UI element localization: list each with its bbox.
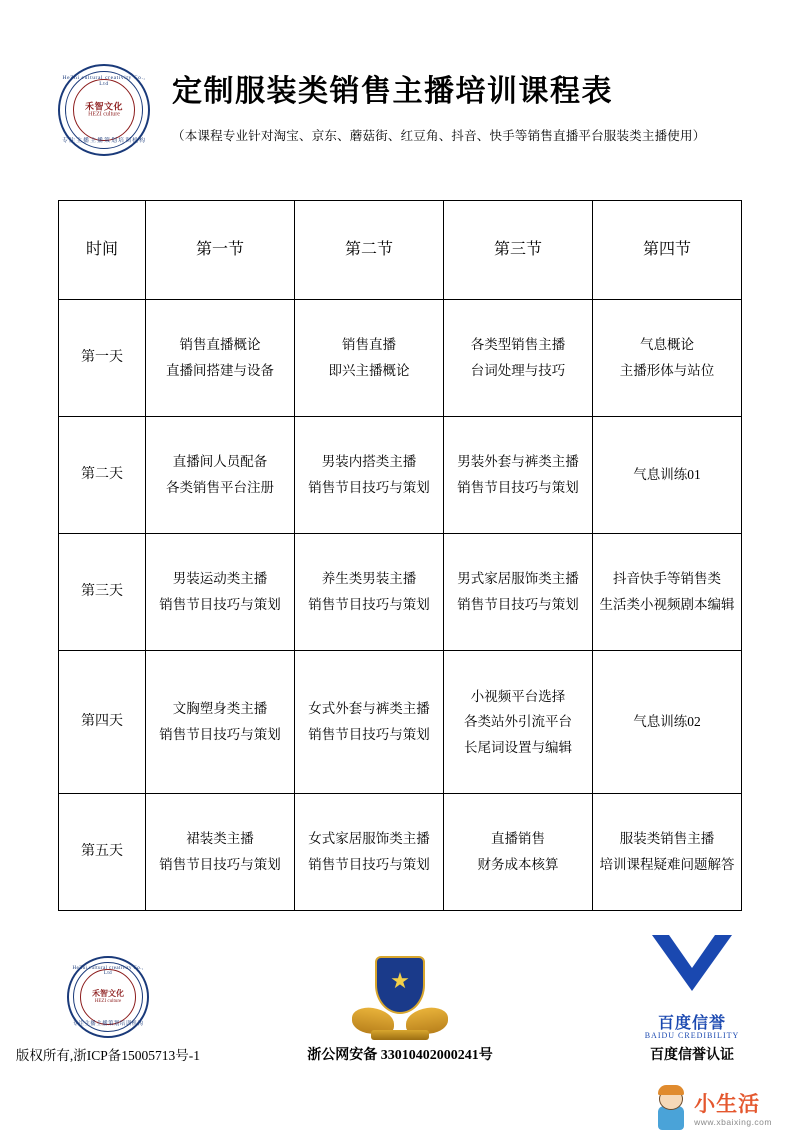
cell-line: 即兴主播概论 — [328, 363, 410, 378]
table-header-row — [59, 201, 742, 300]
site-watermark — [654, 1088, 772, 1132]
watermark-url: www.xbaixing.com — [694, 1116, 772, 1127]
cell-day1-period1 — [146, 300, 295, 417]
cell-day2-period1 — [146, 417, 295, 534]
cell-day3-period1 — [146, 534, 295, 651]
document-footer — [0, 934, 800, 1064]
cell-line: 服装类销售主播 — [619, 831, 715, 847]
row-label-day-3: 第三天 — [59, 534, 146, 651]
table-row — [59, 651, 742, 794]
cell-line: 女式家居服饰类主播 — [308, 831, 430, 847]
cell-day4-period4 — [593, 651, 742, 794]
table-body — [59, 300, 742, 911]
cell-line: 主播形体与站位 — [619, 363, 715, 378]
v-inner — [669, 935, 715, 968]
seal-center-text — [69, 990, 147, 1004]
cell-line: 养生类男装主播 — [321, 571, 417, 587]
column-header-period-2: 第二节 — [295, 201, 444, 300]
column-header-period-1: 第一节 — [146, 201, 295, 300]
seal-arc-bottom-text: 专注主播主播策划培训机构 — [72, 1021, 144, 1027]
footer-badge-icp — [3, 954, 213, 1064]
cell-day2-period2 — [295, 417, 444, 534]
logo-name-cn: 禾智文化 — [84, 101, 123, 112]
cell-day5-period2 — [295, 794, 444, 911]
watermark-mascot-icon — [654, 1088, 688, 1132]
footer-badge-police[interactable] — [295, 954, 505, 1064]
cell-line: 气息训练01 — [633, 467, 701, 483]
cell-line: 气息概论 — [640, 337, 694, 353]
watermark-text — [694, 1091, 772, 1127]
cell-line: 销售节目技巧与策划 — [457, 597, 579, 612]
table-head — [59, 201, 742, 300]
document-header — [0, 0, 800, 156]
cell-line: 销售节目技巧与策划 — [308, 857, 430, 872]
cell-line: 小视频平台选择 — [470, 688, 566, 704]
cell-line: 销售节目技巧与策划 — [159, 857, 281, 872]
cell-day1-period3 — [444, 300, 593, 417]
cell-line: 抖音快手等销售类 — [613, 571, 721, 587]
police-record-text: 浙公网安备 33010402000241号 — [307, 1048, 493, 1063]
page-subtitle: （本课程专业针对淘宝、京东、蘑菇街、红豆角、抖音、快手等销售直播平台服装类主播使用） — [172, 129, 706, 143]
cell-line: 销售直播 — [342, 337, 396, 353]
cell-day5-period3 — [444, 794, 593, 911]
row-label-day-2: 第二天 — [59, 417, 146, 534]
schedule-table — [58, 200, 742, 911]
cell-day3-period3 — [444, 534, 593, 651]
cell-line: 台词处理与技巧 — [470, 363, 566, 378]
cell-day2-period4 — [593, 417, 742, 534]
page-title: 定制服装类销售主播培训课程表 — [172, 74, 613, 109]
watermark-name-cn: 小生活 — [694, 1091, 761, 1116]
cell-line: 销售节目技巧与策划 — [308, 597, 430, 612]
cell-day4-period3 — [444, 651, 593, 794]
cell-line: 男式家居服饰类主播 — [457, 571, 579, 587]
table-row — [59, 300, 742, 417]
schedule-table-wrap — [58, 200, 742, 911]
logo-name-en: HEZI culture — [88, 111, 120, 118]
cell-line: 裙装类主播 — [186, 831, 254, 847]
baidu-credibility-icon — [587, 923, 797, 1009]
row-label-day-4: 第四天 — [59, 651, 146, 794]
title-block — [172, 62, 705, 144]
cell-line: 气息训练02 — [633, 714, 701, 730]
cell-line: 各类站外引流平台 — [464, 714, 572, 730]
police-emblem-icon — [295, 954, 505, 1040]
cell-line: 直播销售 — [491, 831, 545, 847]
footer-badge-baidu[interactable] — [587, 923, 797, 1064]
police-emblem-shape — [352, 954, 448, 1040]
column-header-period-3: 第三节 — [444, 201, 593, 300]
table-row — [59, 417, 742, 534]
column-header-period-4: 第四节 — [593, 201, 742, 300]
cell-line: 财务成本核算 — [477, 857, 559, 872]
emblem-shield — [375, 956, 425, 1014]
baidu-credibility-text: 百度信誉认证 — [650, 1048, 734, 1063]
column-header-time: 时间 — [59, 201, 146, 300]
cell-line: 销售节目技巧与策划 — [159, 597, 281, 612]
cell-line: 长尾词设置与编辑 — [464, 739, 572, 755]
cell-line: 男装内搭类主播 — [321, 454, 417, 470]
cell-line: 直播间人员配备 — [172, 454, 268, 470]
cell-line: 文胸塑身类主播 — [172, 701, 268, 717]
cell-day3-period2 — [295, 534, 444, 651]
table-row — [59, 794, 742, 911]
cell-line: 各类型销售主播 — [470, 337, 566, 353]
cell-line: 销售直播概论 — [179, 337, 261, 353]
cell-day1-period2 — [295, 300, 444, 417]
mascot-hat — [658, 1085, 684, 1095]
emblem-star-icon: ★ — [390, 968, 410, 993]
row-label-day-5: 第五天 — [59, 794, 146, 911]
baidu-title-cn: 百度信誉 — [657, 1015, 726, 1032]
cell-day5-period4 — [593, 794, 742, 911]
cell-line: 男装运动类主播 — [172, 571, 268, 587]
logo-center-text — [60, 101, 148, 118]
cell-line: 生活类小视频剧本编辑 — [599, 597, 735, 612]
cell-line: 销售节目技巧与策划 — [159, 727, 281, 742]
cell-line: 女式外套与裤类主播 — [308, 701, 430, 717]
seal-shape — [67, 956, 149, 1038]
emblem-base — [371, 1030, 429, 1040]
footer-badges — [0, 934, 800, 1064]
cell-line: 各类销售平台注册 — [166, 480, 274, 495]
cell-day1-period4 — [593, 300, 742, 417]
cell-day4-period1 — [146, 651, 295, 794]
company-logo-icon — [58, 64, 150, 156]
icp-license-text: 版权所有,浙ICP备15005713号-1 — [15, 1048, 201, 1063]
cell-line: 销售节目技巧与策划 — [308, 727, 430, 742]
cell-line: 男装外套与裤类主播 — [457, 454, 579, 470]
cell-day4-period2 — [295, 651, 444, 794]
cell-line: 直播间搭建与设备 — [166, 363, 274, 378]
table-row — [59, 534, 742, 651]
cell-line: 销售节目技巧与策划 — [308, 480, 430, 495]
logo-arc-bottom-text: 专注主播主播策划培训机构 — [61, 138, 146, 144]
v-mark-shape — [646, 935, 738, 997]
seal-arc-top-text: HeZhi cultural creativity Co., Ltd — [72, 966, 144, 976]
logo-arc-top-text: HeZhi cultural creativity Co., Ltd — [62, 75, 146, 87]
cell-day3-period4 — [593, 534, 742, 651]
cell-day2-period3 — [444, 417, 593, 534]
seal-name-en: HEZI culture — [94, 998, 122, 1004]
cell-line: 销售节目技巧与策划 — [457, 480, 579, 495]
row-label-day-1: 第一天 — [59, 300, 146, 417]
cell-day5-period1 — [146, 794, 295, 911]
seal-name-cn: 禾智文化 — [92, 988, 124, 998]
company-seal-icon — [3, 954, 213, 1040]
cell-line: 培训课程疑难问题解答 — [599, 857, 735, 872]
baidu-title-en: BAIDU CREDIBILITY — [644, 1031, 740, 1040]
